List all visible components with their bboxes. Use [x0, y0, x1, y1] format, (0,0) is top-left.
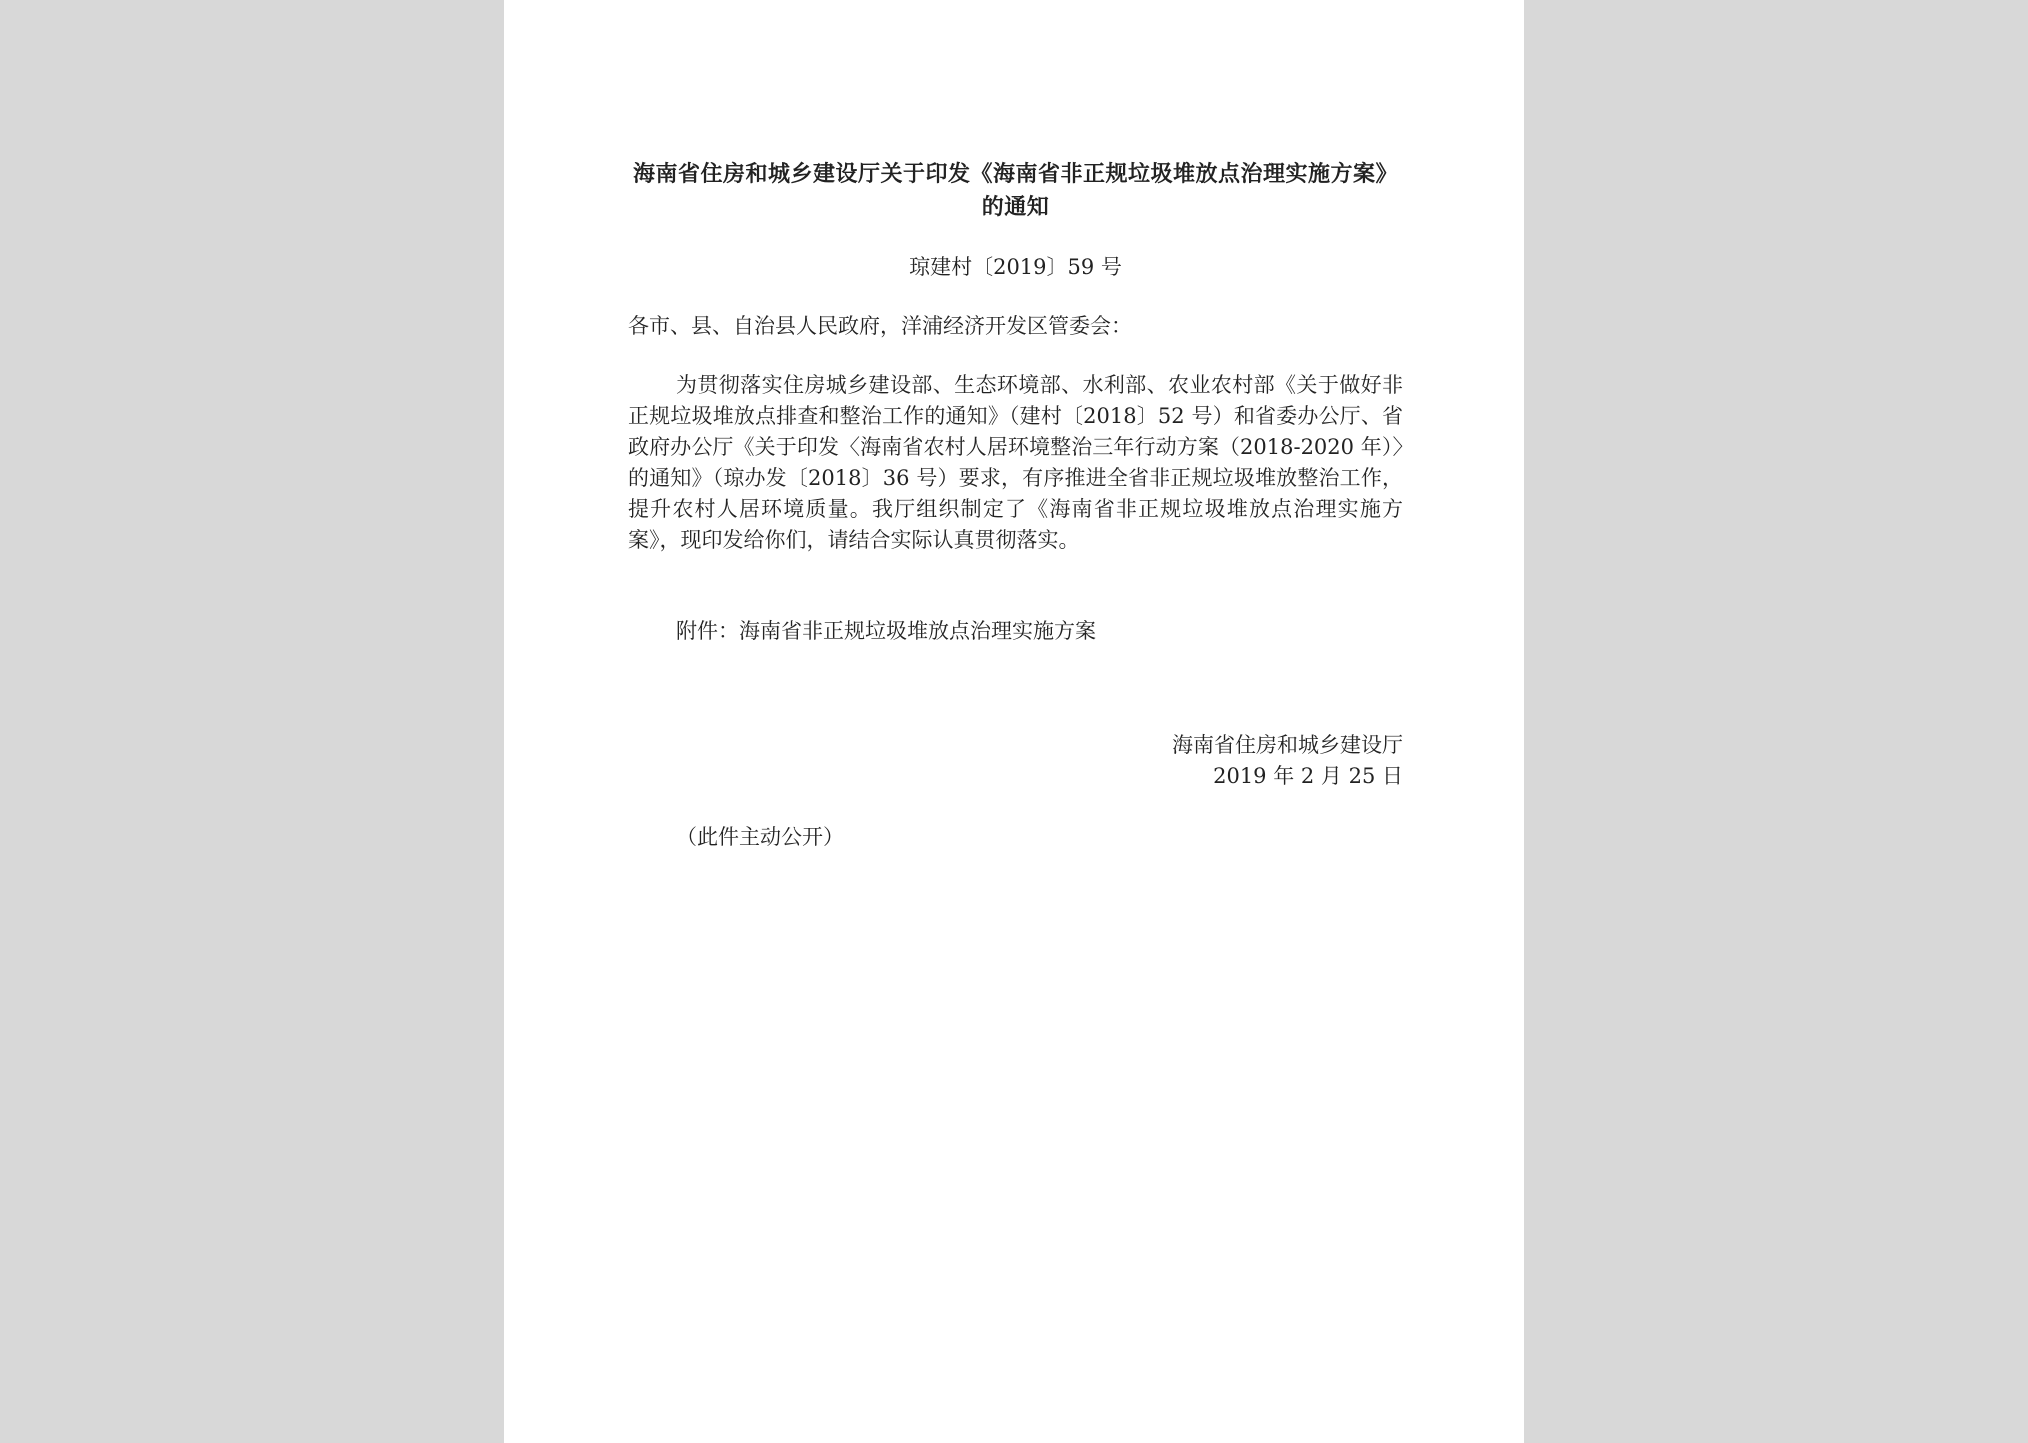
- signature-organization: 海南省住房和城乡建设厅: [1172, 733, 1403, 757]
- document-page: [504, 0, 1524, 1443]
- disclosure-note: （此件主动公开）: [676, 825, 844, 849]
- body-paragraph: 为贯彻落实住房城乡建设部、生态环境部、水利部、农业农村部《关于做好非正规垃圾堆放点排查和整治工作的通知》（建村〔2018〕52 号）和省委办公厅、省政府办公厅《关于印发〈海南省农村人居环境整治三年行动方案（2018-2020 年）〉的通知》（琼办发〔2018〕36 号）要求，有序推进全省非正规垃圾堆放整治工作，提升农村人居环境质量。我厅组织制定了《海南省非正规垃圾堆放点治理实施方案》，现印发给你们，请结合实际认真贯彻落实。: [628, 373, 1403, 552]
- document-number: 琼建村〔2019〕59 号: [909, 255, 1122, 279]
- addressee-line: 各市、县、自治县人民政府，洋浦经济开发区管委会：: [628, 314, 1132, 338]
- signature-block: [1004, 730, 1403, 792]
- attachment-line: 附件：海南省非正规垃圾堆放点治理实施方案: [676, 619, 1096, 643]
- document-title: 海南省住房和城乡建设厅关于印发《海南省非正规垃圾堆放点治理实施方案》的通知: [632, 162, 1398, 220]
- signature-date: 2019 年 2 月 25 日: [1213, 764, 1403, 788]
